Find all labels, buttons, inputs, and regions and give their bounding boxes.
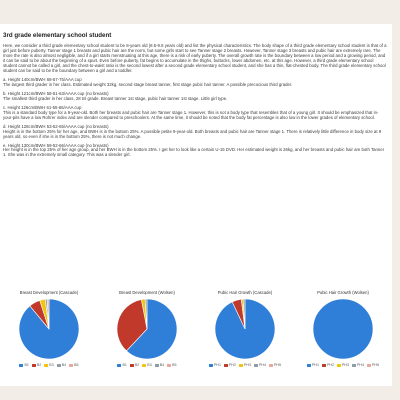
legend-swatch [32, 364, 36, 367]
legend-swatch [322, 364, 326, 367]
legend-label: B5 [172, 363, 177, 367]
legend-item-b1 [117, 363, 126, 367]
intro-paragraph: Here, we consider a third grade elementary school student to be 8-years old (8.5-9.5 years old) and list the physical characteristics. The body shape of a third grade elementary school student is that of a girl just before puberty. Tanner stage 1 breasts and pubic hair are the norm, but some girls start to see Tanner stage 2 breasts. However, Tanner stage 3 breasts and pubic hair are extremely rare. The more the rate is also almost negligible, and if a girl starts menstruating at this age, there is a risk of early puberty. The overall growth rate is the boundary between a low period and a growing period, and it can be said to be about the beginning of a spurt. Even before puberty, fat begins to accumulate in the thighs, buttocks, lower abdomen, etc. at this age. However, a third grade elementary school student cannot be called a girl, and the chest-to-waist ratio is the second lowest after a second grade elementary school student, and she has a thin, flat-chested body. The third grade elementary school student can be said to be the boundary between a girl and a toddler. [3, 43, 387, 73]
legend-swatch [269, 364, 273, 367]
legend-item-ph3 [337, 363, 349, 367]
legend-label: PH2 [327, 363, 334, 367]
section-c-text: This is a standard body type for a 9-year-old. Both her breasts and pubic hair are Tanner stage 1. However, this is not a body type that resembles that of a young girl. It should be emphasized that in-your-pits have a low Rohrer index and are slender compared to preschoolers. At the same time, it should be noted that the body fat percentage is also low in the lower grades of elementary school. [3, 109, 379, 120]
chart-title: Pubic Hair Growth (Wolsen) [317, 290, 369, 295]
section-e-heading: e. Height 130cm/BWH 59-52-66/AAAA cup (no breasts) [3, 142, 109, 148]
legend-swatch [19, 364, 23, 367]
page-title: 3rd grade elementary school student [3, 32, 112, 39]
pie-chart-pubic-cascade [196, 290, 294, 380]
legend-label: B4 [159, 363, 165, 367]
legend-label: PH4 [259, 363, 266, 367]
legend-label: B1 [122, 363, 127, 367]
charts-row [0, 290, 392, 380]
legend-swatch [167, 364, 171, 367]
legend-label: PH5 [372, 363, 379, 367]
pie-chart-pubic-wolsen [294, 290, 392, 380]
legend-item-b5 [167, 363, 176, 367]
legend-label: PH5 [274, 363, 281, 367]
legend-item-ph5 [367, 363, 379, 367]
chart-title: Breast Development (Cascade) [19, 290, 79, 295]
legend-swatch [307, 364, 311, 367]
legend-label: PH4 [357, 363, 364, 367]
legend-item-ph5 [269, 363, 281, 367]
section-c [3, 106, 387, 121]
legend-label: B4 [61, 363, 67, 367]
legend-swatch [352, 364, 356, 367]
chart-legend [0, 363, 98, 367]
legend-item-b2 [32, 363, 41, 367]
legend-item-b4 [57, 363, 66, 367]
section-c-heading: c. Height 126cm/BWH 61-55-66/AAA cup [3, 105, 82, 111]
section-b-heading: b. Height 121cm/BWH 58-51-63/AAAA cup (no breasts) [3, 91, 109, 97]
legend-swatch [209, 364, 213, 367]
legend-swatch [224, 364, 228, 367]
legend-swatch [69, 364, 73, 367]
legend-label: B2 [134, 363, 140, 367]
legend-label: PH1 [214, 363, 221, 367]
legend-item-ph1 [209, 363, 221, 367]
pie-svg [200, 297, 290, 361]
chart-title: Breast Development (Wolsen) [119, 290, 175, 295]
legend-item-ph3 [239, 363, 251, 367]
section-a-text: The largest third grader in her class. Estimated weight 32kg, second stage breast tanner, first stage pubic hair tanner. A possible precocious third grader. [3, 82, 293, 88]
section-b-text: The smallest third grader in her class, 28 tnl grade. Breast tanner 1st stage, pubic hair tanner 1st stage. Little girl type. [3, 96, 228, 102]
legend-item-ph2 [224, 363, 236, 367]
legend-label: PH3 [244, 363, 251, 367]
legend-item-b4 [155, 363, 164, 367]
legend-swatch [44, 364, 48, 367]
legend-item-b3 [44, 363, 53, 367]
legend-item-b3 [142, 363, 151, 367]
legend-item-ph4 [352, 363, 364, 367]
legend-item-ph2 [322, 363, 334, 367]
legend-swatch [142, 364, 146, 367]
legend-swatch [337, 364, 341, 367]
section-a [3, 78, 387, 88]
legend-label: B1 [24, 363, 29, 367]
pie-svg [102, 297, 192, 361]
legend-label: B2 [36, 363, 42, 367]
legend-label: B5 [74, 363, 79, 367]
legend-swatch [254, 364, 258, 367]
legend-label: PH2 [229, 363, 236, 367]
section-e-text: Her height is in the top 25% of her age group, and her BWH is in the bottom 25%. I get her to look like a certain U-15 DVD. Her estimated weight is 26kg, and her breasts and pubic hair are both Tanner 1. She was in the extremely small category. This was a slender girl. [3, 147, 385, 158]
legend-label: B3 [147, 363, 152, 367]
legend-item-b5 [69, 363, 78, 367]
chart-legend [294, 363, 392, 367]
legend-swatch [155, 364, 159, 367]
section-d [3, 125, 387, 140]
legend-label: PH3 [342, 363, 349, 367]
legend-item-ph1 [307, 363, 319, 367]
article [3, 32, 387, 162]
legend-swatch [239, 364, 243, 367]
content-card [0, 24, 392, 386]
legend-label: B3 [49, 363, 54, 367]
section-e [3, 144, 387, 159]
section-a-heading: a. Height 140cm/BWH 68-57-75/AAA cup [3, 77, 82, 83]
pie-slice-ph1 [313, 299, 373, 359]
legend-item-b1 [19, 363, 28, 367]
legend-item-ph4 [254, 363, 266, 367]
section-b [3, 92, 387, 102]
pie-chart-breast-cascade [0, 290, 98, 380]
chart-title: Pubic Hair Growth (Cascade) [217, 290, 273, 295]
legend-swatch [130, 364, 134, 367]
chart-legend [196, 363, 294, 367]
legend-item-b2 [130, 363, 139, 367]
legend-swatch [57, 364, 61, 367]
legend-swatch [367, 364, 371, 367]
chart-legend [98, 363, 196, 367]
section-d-text: Height is in the bottom 25% for her age, and BWH is in the bottom 25%. A possible petite 9-year-old. Both breasts and pubic hair are Tanner stage 1. There is relatively little difference in body size at 9 years old, so even if she is in the bottom 25%, there is not much change. [3, 128, 382, 139]
pie-svg [4, 297, 94, 361]
section-d-heading: d. Height 128cm/BWH 53-52-65/AAAA cup (no breasts) [3, 123, 109, 129]
pie-svg [298, 297, 388, 361]
pie-chart-breast-wolsen [98, 290, 196, 380]
legend-label: PH1 [312, 363, 319, 367]
legend-swatch [117, 364, 121, 367]
